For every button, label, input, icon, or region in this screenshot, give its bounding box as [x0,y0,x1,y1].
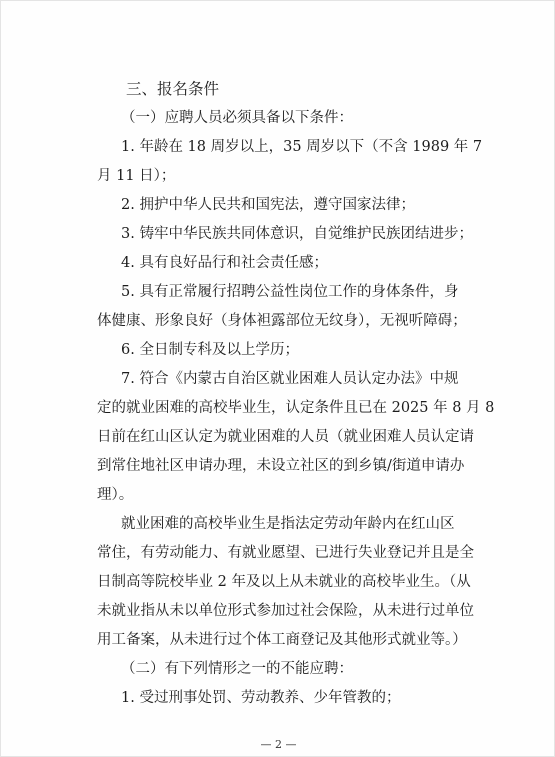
paragraph-line: 日制高等院校毕业 2 年及以上从未就业的高校毕业生。（从 [97,574,471,590]
paragraph-line: 6. 全日制专科及以上学历； [121,342,299,358]
paragraph-line: 7. 符合《内蒙古自治区就业困难人员认定办法》中规 [121,371,459,387]
paragraph-line: 日前在红山区认定为就业困难的人员（就业困难人员认定请 [97,429,474,445]
paragraph-line: 未就业指从未以单位形式参加过社会保险，从未进行过单位 [97,603,474,619]
subsection-heading: （二）有下列情形之一的不能应聘： [121,661,353,677]
paragraph-line: 体健康、形象良好（身体袒露部位无纹身），无视听障碍； [97,313,467,329]
paragraph-line: 3. 铸牢中华民族共同体意识，自觉维护民族团结进步； [121,226,473,242]
paragraph-line: 2. 拥护中华人民共和国宪法，遵守国家法律； [121,197,415,213]
section-heading: 三、报名条件 [126,80,220,98]
paragraph-line: 定的就业困难的高校毕业生，认定条件且已在 2025 年 8 月 8 [97,400,495,416]
page-number: — 2 — [260,738,297,751]
subsection-heading: （一）应聘人员必须具备以下条件： [121,110,353,126]
paragraph-line: 常住，有劳动能力、有就业愿望、已进行失业登记并且是全 [97,545,474,561]
paragraph-line: 4. 具有良好品行和社会责任感； [121,255,328,271]
paragraph-line: 5. 具有正常履行招聘公益性岗位工作的身体条件，身 [121,284,459,300]
paragraph-line: 1. 年龄在 18 周岁以上，35 周岁以下（不含 1989 年 7 [121,139,483,155]
paragraph-line: 就业困难的高校毕业生是指法定劳动年龄内在红山区 [121,516,455,532]
paragraph-line: 月 11 日）； [97,168,176,184]
paragraph-line: 到常住地社区申请办理，未设立社区的到乡镇/街道申请办 [97,458,465,474]
paragraph-line: 用工备案，从未进行过个体工商登记及其他形式就业等。） [97,632,467,648]
paragraph-line: 理）。 [97,487,134,503]
paragraph-line: 1. 受过刑事处罚、劳动教养、少年管教的； [121,690,401,706]
